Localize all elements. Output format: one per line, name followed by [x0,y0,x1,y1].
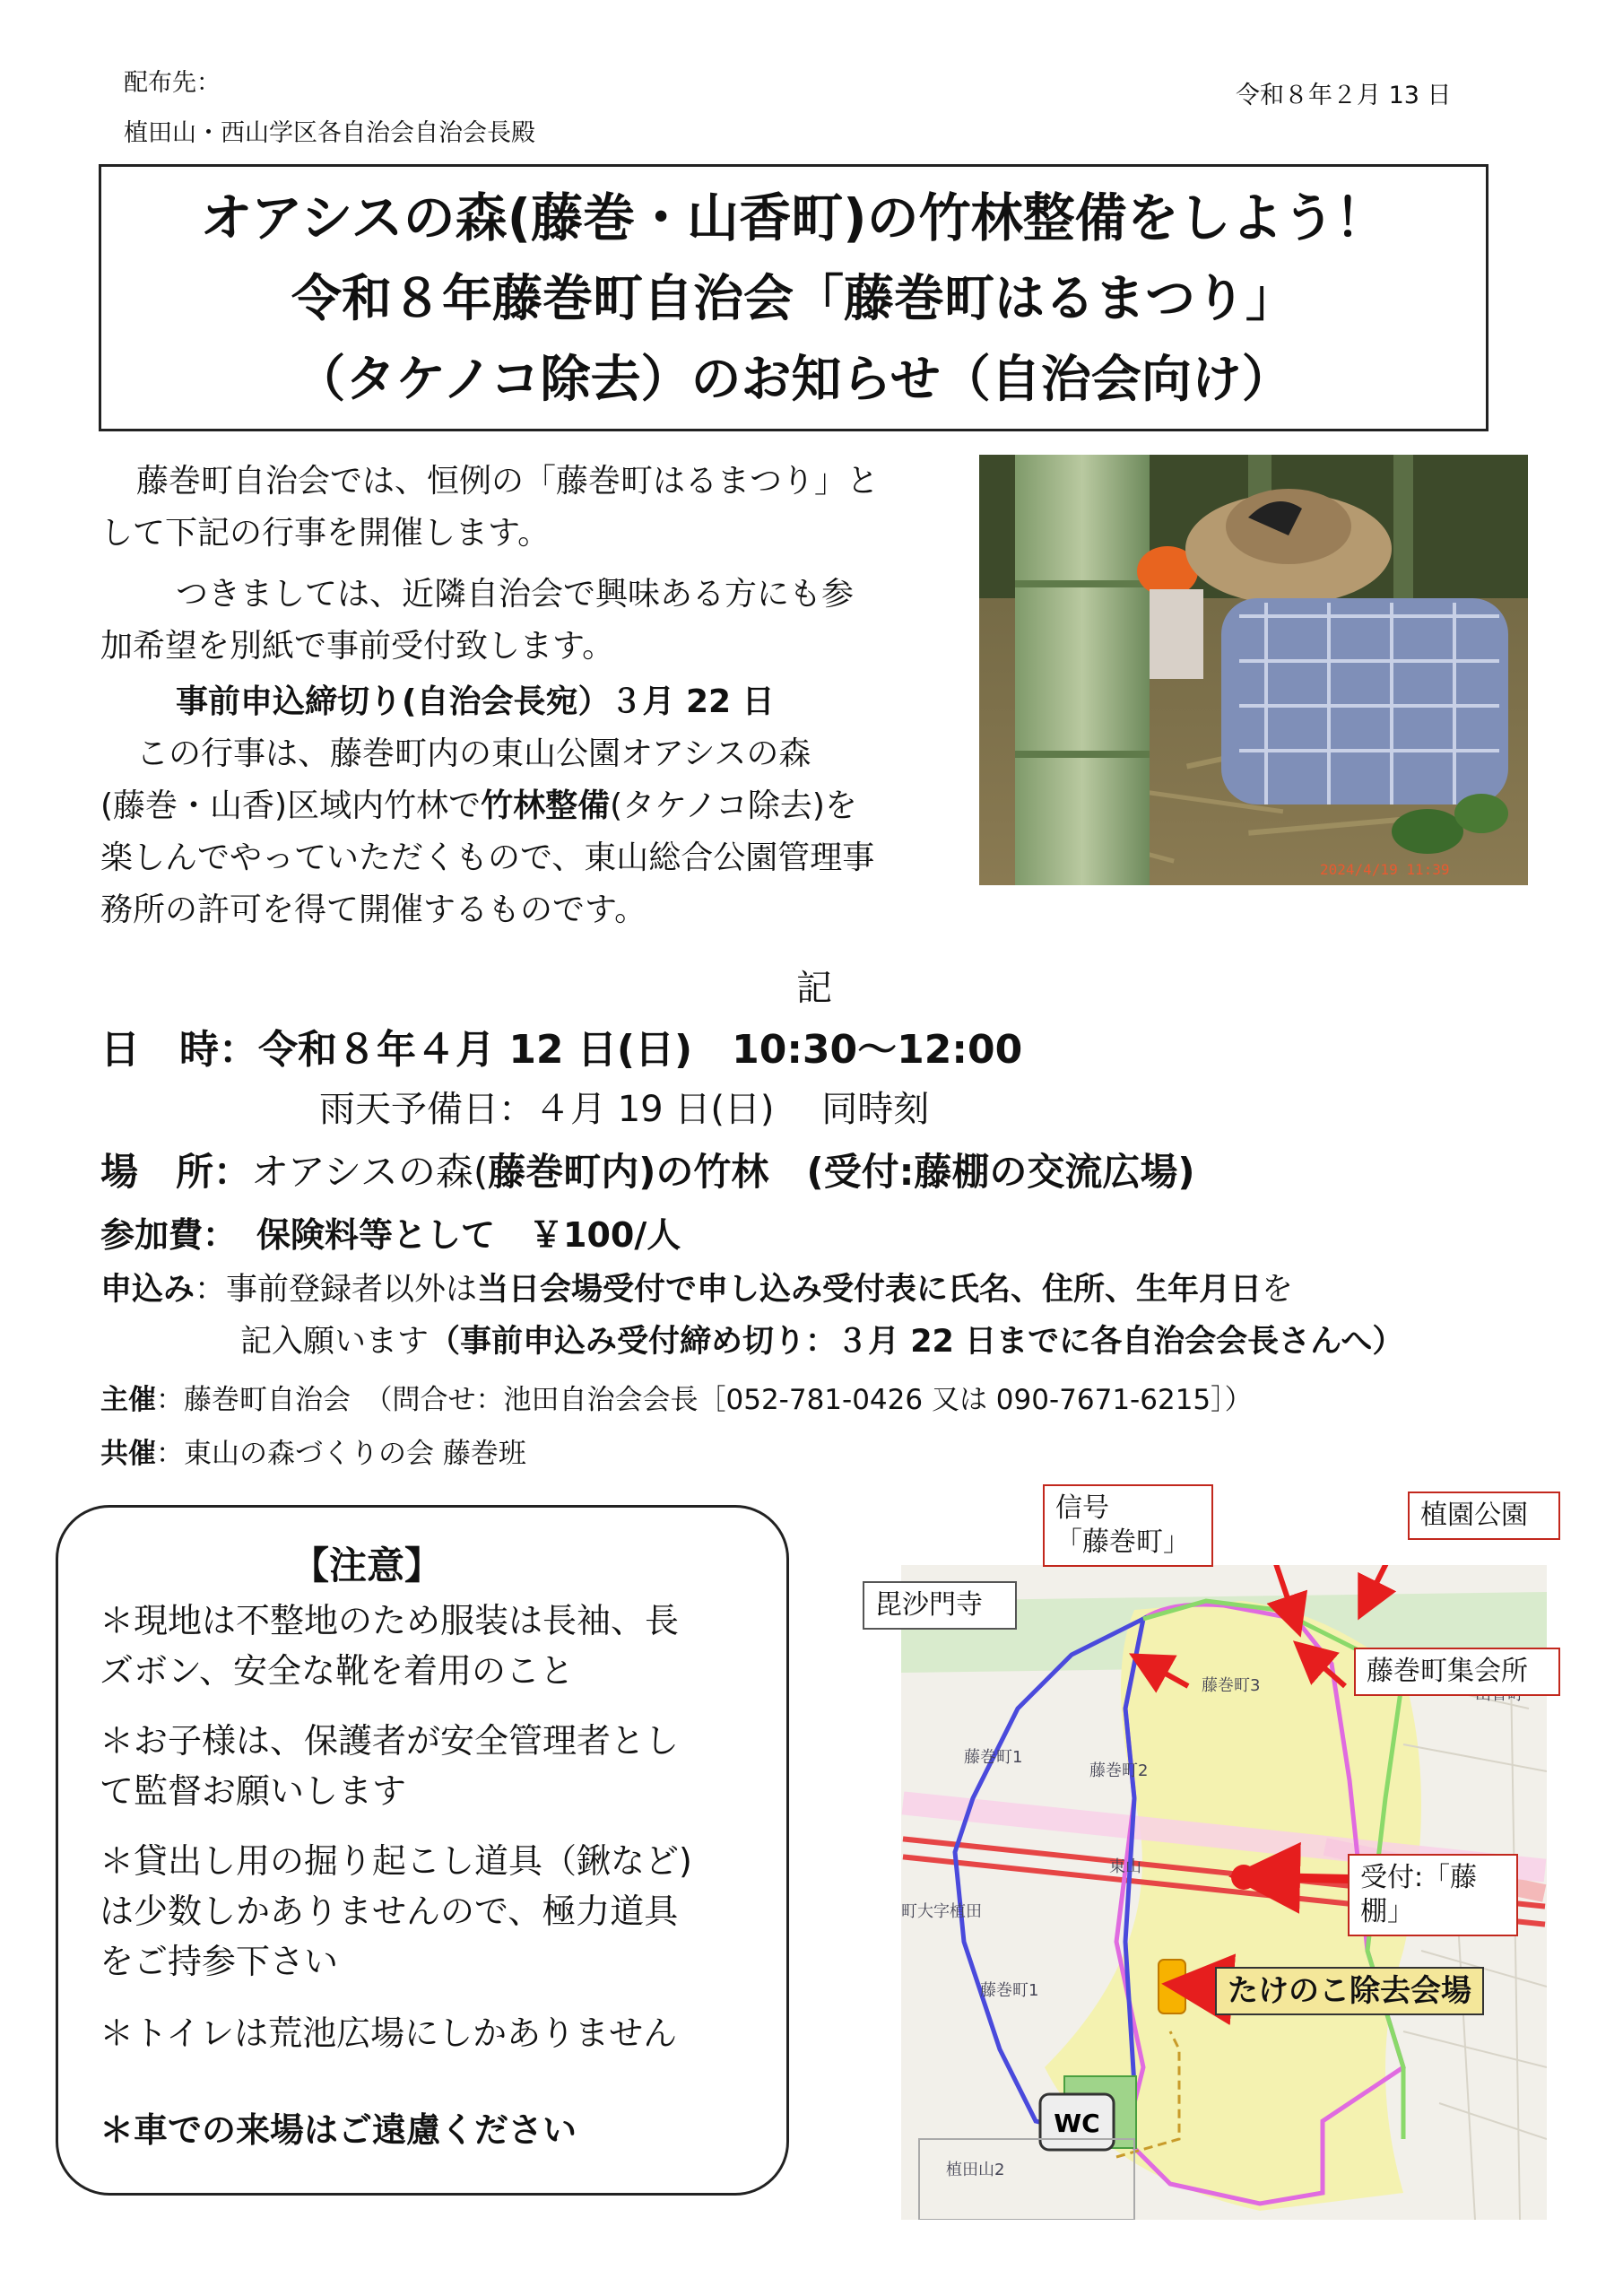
ki-mark: 記 [796,968,832,1009]
area-ueda: 町大字植田 [901,1902,982,1921]
caution-3-l2: は少数しかありませんので、極力道具 [100,1892,679,1931]
photo-timestamp: 2024/4/19 11:39 [1320,861,1450,878]
cohost-value: ：東山の森づくりの会 藤巻班 [156,1438,526,1470]
title-line-2: 令和８年藤巻町自治会「藤巻町はるまつり」 [291,270,1296,328]
caution-2-l2: て監督お願いします [100,1771,407,1811]
place-label: 場 所： [100,1150,252,1194]
caution-1 [100,1596,679,1696]
intro-p3-l2 [100,780,961,832]
fee-value: 保険料等として ￥100/人 [256,1215,681,1255]
place-a: オアシスの森( [251,1150,489,1194]
apply-row-2 [240,1317,1403,1367]
place-c: )の竹林 (受付:藤棚の交流広場) [638,1150,1195,1194]
apply-a: ：事前登録者以外は [195,1272,478,1308]
intro-p2-l1: つきましては、近隣自治会で興味ある方にも参 [176,576,855,613]
intro-p3-l2b: 竹林整備 [481,787,611,824]
fee-label: 参加費： [100,1215,238,1255]
title-line-3: （タケノコ除去）のお知らせ（自治会向け） [295,351,1292,409]
host-row [100,1378,1253,1422]
event-map [875,1492,1547,2220]
area-higashiyama: 東山 [1109,1857,1141,1876]
cohost-label: 共催 [100,1438,156,1470]
caution-1-l2: ズボン、安全な靴を着用のこと [100,1651,574,1691]
photo-illustration [979,455,1528,885]
callout-signal [1043,1484,1213,1567]
host-value: ：藤巻町自治会 （問合せ：池田自治会会長［052-781-0426 又は 090-7671-6215］） [156,1384,1253,1416]
apply-l2b: （事前申込み受付締め切り：３月 22 日までに各自治会会長さんへ） [429,1324,1404,1360]
apply-label: 申込み [100,1272,195,1308]
callout-reception: 受付:「藤棚」 [1348,1854,1518,1936]
intro-p1-l2: して下記の行事を開催します。 [100,515,551,552]
rain-value: ４月 19 日(日) 同時刻 [534,1089,930,1130]
area-fujimaki-2: 藤巻町2 [1089,1761,1149,1780]
intro-p3-l3: 楽しんでやっていただくもので、東山総合公園管理事 [100,839,875,876]
area-fujimaki-1b: 藤巻町1 [980,1981,1039,2000]
place-row [100,1144,1195,1200]
intro-p3-l2c: (タケノコ除去)を [610,787,857,824]
distribution-label: 配布先： [124,69,221,97]
area-fujimaki-1a: 藤巻町1 [964,1748,1023,1767]
apply-row [100,1265,1293,1315]
issue-date: 令和８年２月 13 日 [1236,82,1452,109]
intro-deadline: 事前申込締切り(自治会長宛）３月 22 日 [176,683,775,720]
intro-p1-l1: 藤巻町自治会では、恒例の「藤巻町はるまつり」と [136,463,880,500]
fee-row [100,1209,681,1261]
title-box [99,164,1488,431]
apply-c: を [1262,1272,1294,1308]
place-b: 藤巻町内 [488,1150,639,1194]
intro-p2-l2: 加希望を別紙で事前受付致します。 [100,628,615,665]
rain-label: 雨天予備日： [319,1089,534,1130]
intro-p3-l2a: (藤巻・山香)区域内竹林で [100,787,482,824]
caution-3-l1: ＊貸出し用の掘り起こし道具（鍬など) [100,1841,692,1881]
apply-l2a: 記入願います [240,1324,430,1360]
callout-hall: 藤巻町集会所 [1354,1648,1560,1696]
caution-3-l3: をご持参下さい [100,1942,339,1981]
apply-b: 当日会場受付で申し込み受付表に氏名、住所、生年月日 [477,1272,1263,1308]
callout-signal-l1: 信号 [1055,1492,1109,1524]
callout-temple: 毘沙門寺 [863,1581,1017,1630]
caution-5: ＊車での来場はご遠慮ください [100,2110,577,2150]
callout-signal-l2: 「藤巻町」 [1055,1526,1190,1558]
datetime-value: 令和８年４月 12 日(日) 10:30～12:00 [258,1027,1023,1073]
datetime-label: 日 時： [100,1027,258,1073]
caution-2-l1: ＊お子様は、保護者が安全管理者とし [100,1721,680,1761]
caution-4: ＊トイレは荒池広場にしかありません [100,2013,678,2053]
title-line-1: オアシスの森(藤巻・山香町)の竹林整備をしよう！ [200,187,1387,248]
callout-venue: たけのこ除去会場 [1215,1967,1484,2015]
caution-1-l1: ＊現地は不整地のため服装は長袖、長 [100,1601,680,1640]
caution-3 [100,1836,692,1987]
rain-row [319,1083,929,1135]
caution-box [56,1505,789,2196]
distribution-to: 植田山・西山学区各自治会自治会長殿 [124,119,535,147]
intro-text [100,456,961,936]
wc-label: WC [1054,2109,1100,2138]
caution-heading: 【注意】 [291,1544,443,1587]
area-fujimaki-3: 藤巻町3 [1202,1676,1261,1695]
cohost-row [100,1431,526,1476]
datetime-row [100,1022,1022,1078]
intro-p3-l1: この行事は、藤巻町内の東山公園オアシスの森 [136,735,812,772]
intro-p3-l4: 務所の許可を得て開催するものです。 [100,891,647,928]
host-label: 主催 [100,1384,156,1416]
caution-2 [100,1716,679,1816]
callout-park: 植園公園 [1408,1492,1560,1540]
bamboo-forest-photo [979,455,1528,885]
area-uedayama: 植田山2 [946,2161,1005,2179]
